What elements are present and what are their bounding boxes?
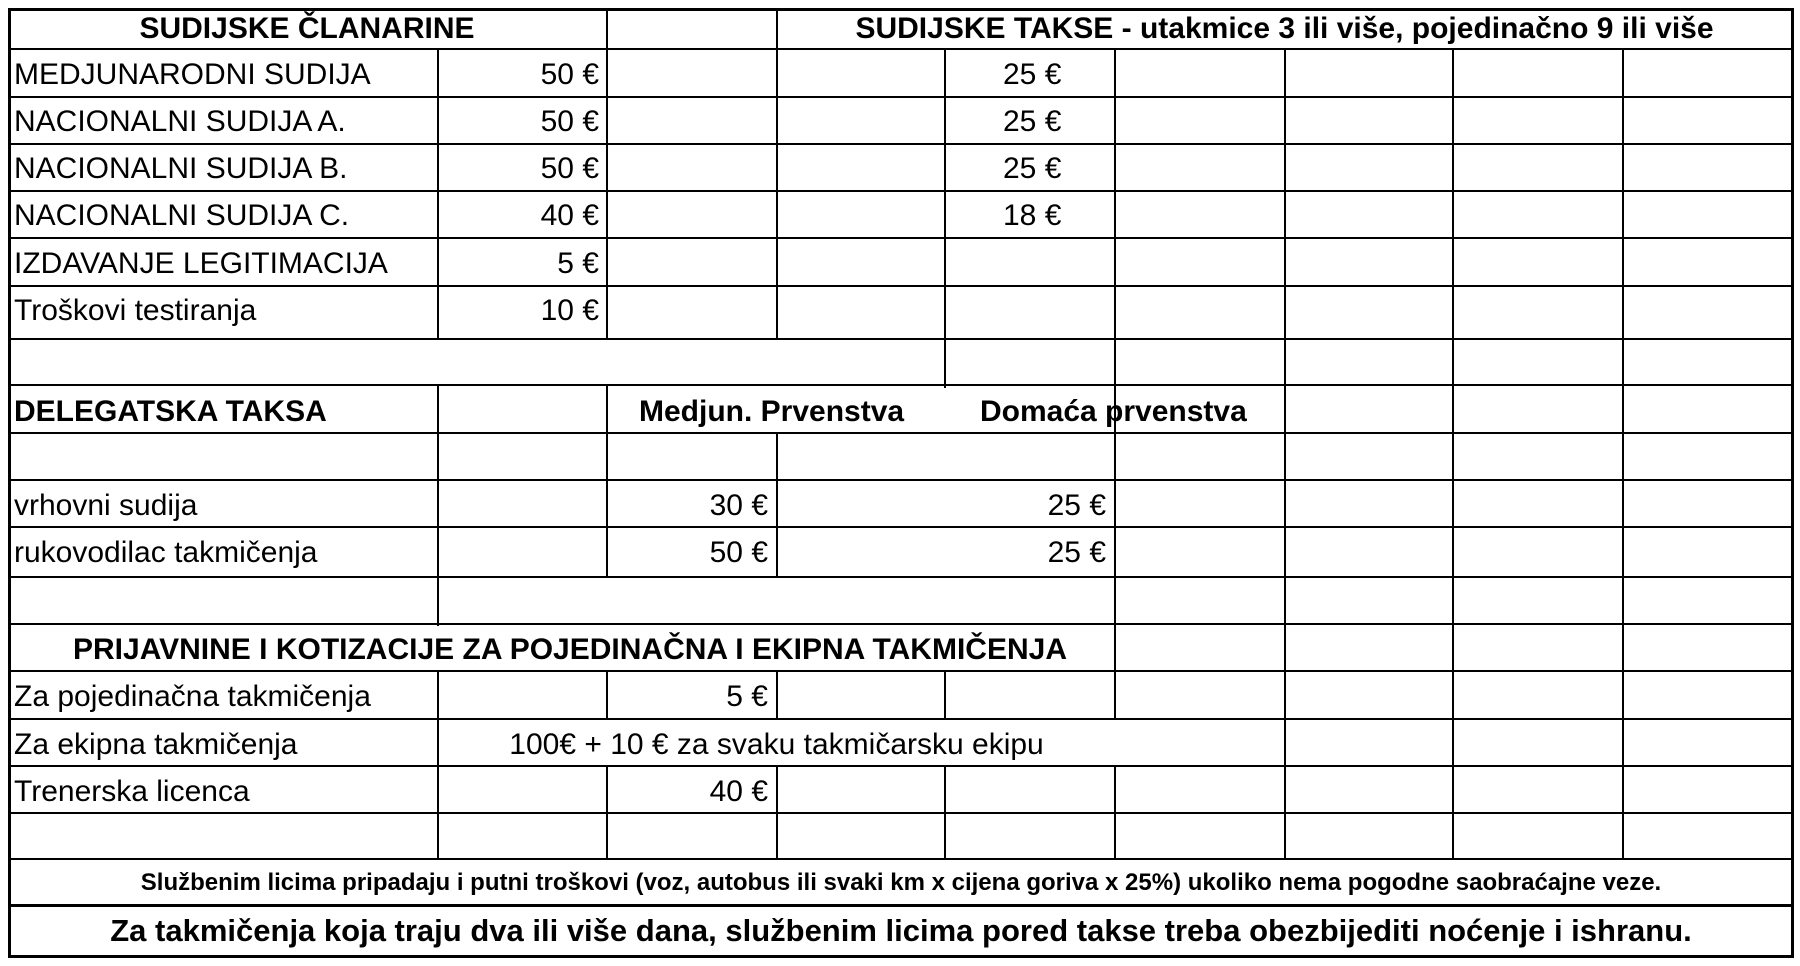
referee-fee-value: 40 € [540, 199, 599, 232]
grid-line [8, 955, 1794, 958]
grid-line [8, 432, 1794, 434]
referee-fee-label: NACIONALNI SUDIJA B. [14, 152, 348, 185]
grid-line [1622, 48, 1624, 858]
delegate-row-label: rukovodilac takmičenja [14, 536, 318, 569]
delegate-col-intl: Medjun. Prvenstva [639, 395, 905, 428]
grid-line [944, 48, 946, 388]
grid-line [606, 8, 608, 340]
travel-costs-note: Službenim licima pripadaju i putni troškovi (voz, autobus ili svaki km x cijena goriva x 25%) ukoliko nema pogodne saobraćajne veze. [140, 869, 1662, 896]
grid-line [8, 670, 1794, 672]
grid-line [944, 670, 946, 718]
entry-fees-title: PRIJAVNINE I KOTIZACIJE ZA POJEDINAČNA I EKIPNA TAKMIČENJA [73, 633, 1067, 666]
grid-line [776, 670, 778, 718]
grid-line [1114, 48, 1116, 718]
grid-line [437, 384, 439, 626]
fee-table [8, 8, 1794, 958]
grid-line [8, 479, 1794, 481]
grid-line [1284, 48, 1286, 858]
grid-line [8, 904, 1794, 907]
entry-fee-label: Za pojedinačna takmičenja [14, 680, 371, 713]
referee-fees-title: SUDIJSKE ČLANARINE [139, 12, 475, 45]
delegate-tax-title: DELEGATSKA TAKSA [14, 395, 327, 428]
grid-line [8, 812, 1794, 814]
grid-line [8, 623, 1794, 625]
grid-line [8, 190, 1794, 192]
referee-fee-value: 50 € [540, 58, 599, 91]
referee-fee-label: NACIONALNI SUDIJA A. [14, 105, 346, 138]
grid-line [8, 237, 1794, 239]
grid-line [8, 143, 1794, 145]
referee-tax-value: 25 € [1003, 58, 1062, 91]
referee-fee-label: IZDAVANJE LEGITIMACIJA [14, 247, 388, 280]
grid-line [1452, 48, 1454, 858]
delegate-row-intl: 50 € [709, 536, 768, 569]
grid-line [8, 96, 1794, 98]
referee-fee-label: Troškovi testiranja [14, 294, 257, 327]
referee-fee-value: 5 € [557, 247, 599, 280]
grid-line [8, 858, 1794, 860]
grid-line [1791, 8, 1794, 958]
grid-line [1114, 765, 1116, 858]
delegate-row-label: vrhovni sudija [14, 489, 198, 522]
grid-line [8, 526, 1794, 528]
referee-tax-value: 25 € [1003, 152, 1062, 185]
referee-fee-value: 10 € [540, 294, 599, 327]
referee-fee-value: 50 € [540, 105, 599, 138]
referee-tax-value: 18 € [1003, 199, 1062, 232]
grid-line [8, 576, 1794, 578]
referee-taxes-title: SUDIJSKE TAKSE - utakmice 3 ili više, pojedinačno 9 ili više [855, 12, 1714, 45]
entry-fee-label: Za ekipna takmičenja [14, 728, 298, 761]
delegate-row-intl: 30 € [709, 489, 768, 522]
grid-line [776, 8, 778, 340]
grid-line [8, 8, 11, 958]
grid-line [8, 48, 1794, 50]
grid-line [8, 8, 1794, 11]
accommodation-note: Za takmičenja koja traju dva ili više dana, službenim licima pored takse treba obezbijediti noćenje i ishranu. [110, 913, 1692, 948]
referee-fee-label: MEDJUNARODNI SUDIJA [14, 58, 371, 91]
delegate-row-domestic: 25 € [1047, 536, 1106, 569]
grid-line [437, 48, 439, 338]
grid-line [776, 765, 778, 858]
grid-line [776, 432, 778, 578]
referee-fee-value: 50 € [540, 152, 599, 185]
entry-fee-value: 40 € [709, 775, 768, 808]
grid-line [8, 285, 1794, 287]
entry-fee-value: 100€ + 10 € za svaku takmičarsku ekipu [509, 728, 1044, 761]
grid-line [944, 765, 946, 858]
grid-line [8, 765, 1794, 767]
grid-line [8, 718, 1794, 720]
grid-line [8, 384, 1794, 386]
grid-line [437, 670, 439, 858]
referee-tax-value: 25 € [1003, 105, 1062, 138]
grid-line [8, 338, 1794, 340]
entry-fee-label: Trenerska licenca [14, 775, 250, 808]
referee-fee-label: NACIONALNI SUDIJA C. [14, 199, 350, 232]
delegate-row-domestic: 25 € [1047, 489, 1106, 522]
delegate-col-domestic: Domaća prvenstva [980, 395, 1247, 428]
entry-fee-value: 5 € [726, 680, 768, 713]
